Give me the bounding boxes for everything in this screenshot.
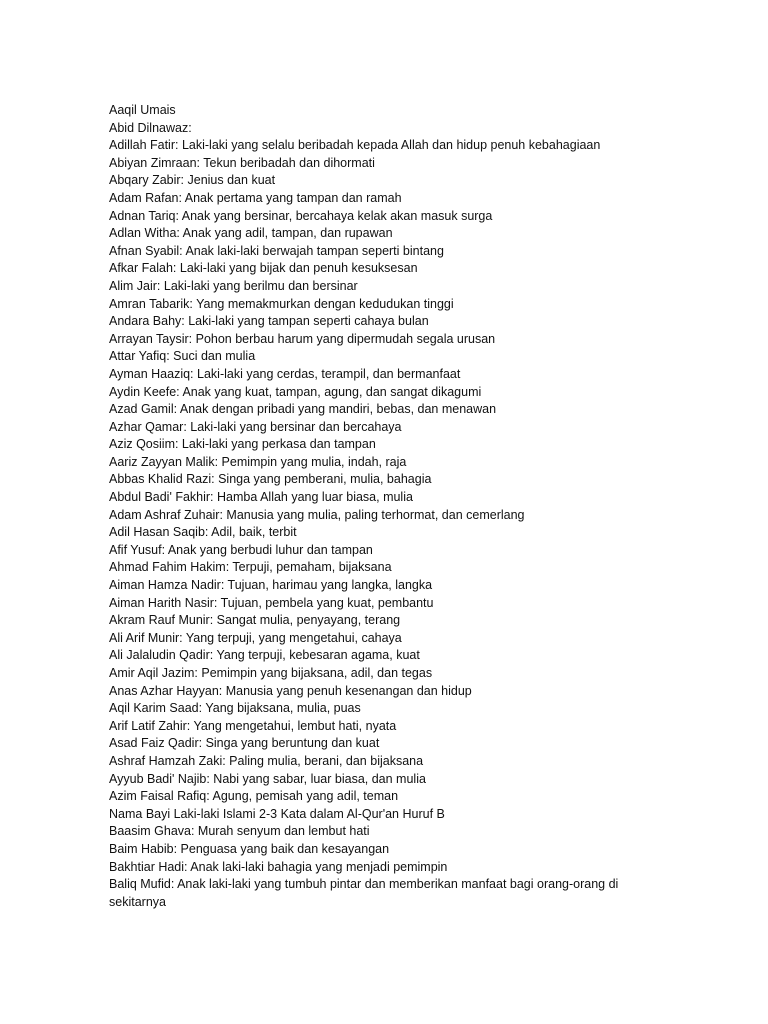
text-line: Azhar Qamar: Laki-laki yang bersinar dan bercahaya <box>109 419 402 434</box>
text-line: Aariz Zayyan Malik: Pemimpin yang mulia, indah, raja <box>109 454 407 469</box>
text-line: Ahmad Fahim Hakim: Terpuji, pemaham, bijaksana <box>109 560 392 575</box>
text-line: Afkar Falah: Laki-laki yang bijak dan penuh kesuksesan <box>109 261 418 276</box>
text-line: Aaqil Umais <box>109 103 176 117</box>
text-line: Adam Ashraf Zuhair: Manusia yang mulia, paling terhormat, dan cemerlang <box>109 507 525 522</box>
text-line: Adil Hasan Saqib: Adil, baik, terbit <box>109 525 297 540</box>
text-line: Abid Dilnawaz: <box>109 120 192 135</box>
text-line: Arrayan Taysir: Pohon berbau harum yang dipermudah segala urusan <box>109 331 496 346</box>
text-line: Anas Azhar Hayyan: Manusia yang penuh kesenangan dan hidup <box>109 683 472 698</box>
text-line: Abdul Badi' Fakhir: Hamba Allah yang luar biasa, mulia <box>109 490 413 505</box>
text-line: Adlan Witha: Anak yang adil, tampan, dan rupawan <box>109 226 393 241</box>
text-line: Ashraf Hamzah Zaki: Paling mulia, berani, dan bijaksana <box>109 753 424 768</box>
text-line: Abqary Zabir: Jenius dan kuat <box>109 173 276 188</box>
text-line: Bakhtiar Hadi: Anak laki-laki bahagia yang menjadi pemimpin <box>109 859 448 874</box>
name-list <box>109 102 649 911</box>
text-line: Ayyub Badi' Najib: Nabi yang sabar, luar biasa, dan mulia <box>109 771 426 786</box>
text-line: Aziz Qosiim: Laki-laki yang perkasa dan tampan <box>109 437 376 452</box>
text-line: Baim Habib: Penguasa yang baik dan kesayangan <box>109 841 390 856</box>
text-line: Adillah Fatir: Laki-laki yang selalu beribadah kepada Allah dan hidup penuh kebahagiaan <box>109 138 601 153</box>
text-line: Adnan Tariq: Anak yang bersinar, bercahaya kelak akan masuk surga <box>109 208 493 223</box>
text-line: Baliq Mufid: Anak laki-laki yang tumbuh pintar dan memberikan manfaat bagi orang-orang di sekitarnya <box>109 877 619 909</box>
text-line: Azad Gamil: Anak dengan pribadi yang mandiri, bebas, dan menawan <box>109 402 497 417</box>
text-line: Azim Faisal Rafiq: Agung, pemisah yang adil, teman <box>109 789 399 804</box>
text-line: Akram Rauf Munir: Sangat mulia, penyayang, terang <box>109 613 401 628</box>
text-line: Baasim Ghava: Murah senyum dan lembut hati <box>109 824 370 839</box>
text-line: Andara Bahy: Laki-laki yang tampan seperti cahaya bulan <box>109 314 429 329</box>
text-line: Adam Rafan: Anak pertama yang tampan dan ramah <box>109 190 402 205</box>
text-line: Attar Yafiq: Suci dan mulia <box>109 349 256 364</box>
text-line: Ayman Haaziq: Laki-laki yang cerdas, terampil, dan bermanfaat <box>109 366 461 381</box>
text-line: Amran Tabarik: Yang memakmurkan dengan kedudukan tinggi <box>109 296 454 311</box>
text-line: Amir Aqil Jazim: Pemimpin yang bijaksana, adil, dan tegas <box>109 666 433 680</box>
text-line: Asad Faiz Qadir: Singa yang beruntung dan kuat <box>109 736 380 751</box>
text-line: Afif Yusuf: Anak yang berbudi luhur dan tampan <box>109 542 373 557</box>
text-line: Afnan Syabil: Anak laki-laki berwajah tampan seperti bintang <box>109 243 444 258</box>
text-line: Aiman Hamza Nadir: Tujuan, harimau yang langka, langka <box>109 578 433 593</box>
text-line: Aqil Karim Saad: Yang bijaksana, mulia, puas <box>109 701 361 716</box>
text-line: Ali Arif Munir: Yang terpuji, yang mengetahui, cahaya <box>109 630 402 645</box>
text-line: Arif Latif Zahir: Yang mengetahui, lembut hati, nyata <box>109 718 397 733</box>
text-line: Nama Bayi Laki-laki Islami 2-3 Kata dalam Al-Qur'an Huruf B <box>109 806 445 821</box>
text-line: Alim Jair: Laki-laki yang berilmu dan bersinar <box>109 278 358 293</box>
text-line: Aiman Harith Nasir: Tujuan, pembela yang kuat, pembantu <box>109 595 434 610</box>
text-line: Abbas Khalid Razi: Singa yang pemberani, mulia, bahagia <box>109 472 432 487</box>
text-line: Abiyan Zimraan: Tekun beribadah dan dihormati <box>109 155 375 170</box>
text-line: Ali Jalaludin Qadir: Yang terpuji, kebesaran agama, kuat <box>109 648 420 663</box>
text-line: Aydin Keefe: Anak yang kuat, tampan, agung, dan sangat dikagumi <box>109 384 482 399</box>
